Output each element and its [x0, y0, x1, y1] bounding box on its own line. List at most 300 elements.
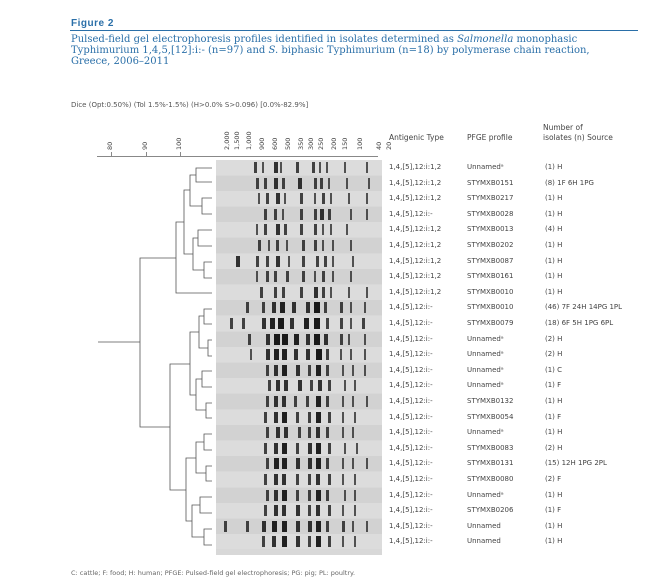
- gel-band: [340, 349, 342, 360]
- gel-band: [242, 318, 245, 329]
- gel-band: [264, 474, 267, 485]
- gel-lane: [216, 456, 382, 471]
- row-pfge-profile: Unnamedᵃ: [467, 350, 504, 359]
- gel-band: [328, 412, 331, 423]
- gel-band: [340, 318, 343, 329]
- gel-band: [319, 162, 321, 173]
- row-pfge-profile: STYMXB0013: [467, 225, 514, 234]
- gel-band: [266, 365, 269, 376]
- gel-band: [326, 162, 328, 173]
- row-pfge-profile: Unnamedᵃ: [467, 490, 504, 499]
- gel-lane: [216, 300, 382, 315]
- row-antigenic-type: 1,4,[5],12:i:-: [389, 490, 433, 499]
- gel-band: [328, 178, 330, 189]
- gel-band: [262, 536, 265, 547]
- gel-band: [282, 412, 287, 423]
- gel-band: [230, 318, 233, 329]
- gel-band: [308, 443, 312, 454]
- size-marker-label: 600: [271, 137, 279, 150]
- gel-band: [266, 256, 269, 267]
- row-pfge-profile: STYMXB0132: [467, 397, 514, 405]
- row-isolates-source: (1) H: [545, 241, 563, 249]
- gel-band: [342, 396, 344, 407]
- row-isolates-source: (1) H: [545, 194, 563, 203]
- row-pfge-profile: STYMXB0151: [467, 178, 514, 187]
- gel-lane: [216, 160, 382, 175]
- gel-band: [256, 178, 259, 189]
- gel-band: [274, 209, 277, 220]
- gel-band: [282, 334, 288, 345]
- gel-band: [322, 287, 325, 298]
- gel-band: [296, 162, 299, 173]
- gel-band: [350, 240, 352, 251]
- gel-band: [266, 396, 269, 407]
- gel-band: [316, 396, 321, 407]
- gel-band: [366, 162, 368, 173]
- row-pfge-profile: STYMXB0054: [467, 412, 514, 421]
- row-isolates-source: (2) H: [545, 350, 563, 359]
- gel-band: [364, 349, 366, 360]
- gel-band: [328, 443, 331, 454]
- gel-lane: [216, 176, 382, 191]
- row-pfge-profile: Unnamedᵃ: [467, 365, 504, 374]
- gel-band: [350, 349, 352, 360]
- gel-band: [316, 521, 321, 532]
- row-isolates-source: (1) F: [545, 412, 562, 421]
- gel-band: [270, 318, 275, 329]
- gel-band: [342, 505, 344, 516]
- gel-band: [344, 443, 346, 454]
- size-marker-label: 250: [317, 137, 325, 150]
- gel-band: [352, 256, 354, 267]
- gel-band: [276, 256, 280, 267]
- gel-band: [348, 287, 350, 298]
- gel-band: [350, 271, 352, 282]
- gel-band: [306, 334, 310, 345]
- gel-band: [294, 349, 298, 360]
- gel-band: [320, 178, 323, 189]
- gel-band: [272, 521, 277, 532]
- header-antigenic-type: Antigenic Type: [389, 133, 444, 142]
- row-isolates-source: (1) H: [545, 163, 563, 171]
- gel-band: [316, 365, 321, 376]
- gel-band: [364, 365, 366, 376]
- gel-band: [298, 178, 302, 189]
- row-isolates-source: (18) 6F 5H 1PG 6PL: [545, 319, 614, 327]
- row-isolates-source: (4) H: [545, 225, 563, 234]
- gel-band: [262, 162, 264, 173]
- gel-band: [352, 458, 354, 469]
- gel-band: [266, 349, 270, 360]
- figure-caption: Pulsed-field gel electrophoresis profiles identified in isolates determined as Salmonella monophasic Typhimurium 1,4,5,[12]:i:- (n=97) and S. biphasic Typhimurium (n=18) by polymerase chain reaction, Greece, 2006–2011: [71, 34, 590, 67]
- gel-band: [280, 302, 285, 313]
- gel-band: [268, 240, 270, 251]
- row-antigenic-type: 1,4,[5],12:i:-: [389, 443, 433, 452]
- row-pfge-profile: STYMXB0079: [467, 319, 514, 327]
- gel-band: [330, 287, 332, 298]
- gel-band: [308, 458, 312, 469]
- gel-band: [256, 256, 259, 267]
- gel-band: [262, 302, 265, 313]
- gel-band: [292, 302, 296, 313]
- gel-lane: [216, 534, 382, 549]
- row-antigenic-type: 1,4,[5],12:i:-: [389, 521, 433, 530]
- gel-band: [314, 178, 317, 189]
- gel-band: [306, 396, 309, 407]
- gel-band: [264, 209, 267, 220]
- gel-band: [296, 412, 299, 423]
- gel-band: [302, 271, 305, 282]
- gel-band: [362, 318, 365, 329]
- gel-band: [352, 396, 354, 407]
- row-isolates-source: (1) C: [545, 365, 563, 374]
- row-antigenic-type: 1,4,[5],12:i:-: [389, 381, 433, 390]
- row-isolates-source: (1) H: [545, 256, 563, 265]
- gel-lane: [216, 238, 382, 253]
- gel-band: [342, 427, 344, 438]
- gel-band: [340, 302, 343, 313]
- row-antigenic-type: 1,4,[5],12:i:1,2: [389, 241, 442, 249]
- gel-band: [330, 193, 332, 204]
- size-marker-label: 1,500: [233, 131, 241, 150]
- row-isolates-source: (1) H: [545, 490, 563, 499]
- row-antigenic-type: 1,4,[5],12:i:-: [389, 334, 433, 343]
- gel-band: [282, 365, 287, 376]
- gel-band: [314, 209, 317, 220]
- gel-band: [268, 380, 271, 391]
- gel-band: [256, 224, 258, 235]
- gel-band: [280, 162, 282, 173]
- gel-band: [366, 193, 368, 204]
- gel-band: [354, 380, 356, 391]
- gel-band: [282, 349, 287, 360]
- gel-band: [284, 380, 288, 391]
- gel-band: [348, 193, 350, 204]
- gel-band: [316, 458, 321, 469]
- gel-band: [354, 412, 356, 423]
- row-isolates-source: (2) F: [545, 475, 562, 483]
- gel-band: [314, 240, 317, 251]
- gel-band: [314, 193, 316, 204]
- row-isolates-source: (46) 7F 24H 14PG 1PL: [545, 303, 623, 312]
- gel-band: [286, 240, 288, 251]
- gel-band: [322, 193, 325, 204]
- gel-band: [316, 427, 320, 438]
- row-isolates-source: (1) H: [545, 428, 563, 437]
- gel-band: [348, 334, 350, 345]
- gel-band: [294, 396, 297, 407]
- row-pfge-profile: STYMXB0028: [467, 209, 514, 218]
- row-pfge-profile: STYMXB0087: [467, 256, 514, 265]
- scale-label-90: 90: [141, 141, 149, 150]
- gel-band: [328, 209, 331, 220]
- gel-band: [274, 505, 278, 516]
- scale-label-100: 100: [175, 137, 183, 150]
- gel-band: [322, 224, 324, 235]
- gel-band: [320, 209, 324, 220]
- size-marker-label: 500: [284, 137, 292, 150]
- gel-band: [342, 365, 344, 376]
- gel-band: [326, 396, 329, 407]
- gel-band: [328, 505, 331, 516]
- gel-band: [316, 443, 321, 454]
- gel-band: [274, 458, 279, 469]
- row-isolates-source: (1) F: [545, 506, 562, 515]
- gel-band: [316, 349, 322, 360]
- gel-band: [302, 240, 305, 251]
- row-antigenic-type: 1,4,[5],12:i:1,2: [389, 178, 442, 187]
- gel-lane: [216, 410, 382, 425]
- dendrogram: [0, 0, 216, 577]
- gel-band: [250, 349, 252, 360]
- gel-band: [258, 240, 261, 251]
- row-pfge-profile: Unnamed: [467, 537, 501, 546]
- figure-label: Figure 2: [71, 18, 114, 29]
- gel-band: [298, 427, 301, 438]
- row-isolates-source: (8) 1F 6H 1PG: [545, 178, 594, 187]
- gel-band: [342, 474, 344, 485]
- gel-band: [316, 505, 320, 516]
- gel-band: [274, 490, 278, 501]
- gel-band: [354, 536, 356, 547]
- gel-band: [296, 365, 300, 376]
- gel-band: [274, 412, 278, 423]
- gel-lane: [216, 285, 382, 300]
- row-pfge-profile: STYMXB0010: [467, 303, 514, 312]
- gel-band: [274, 474, 278, 485]
- size-marker-label: 350: [297, 137, 305, 150]
- gel-band: [262, 521, 266, 532]
- gel-band: [266, 427, 269, 438]
- gel-lane: [216, 503, 382, 518]
- gel-band: [224, 521, 227, 532]
- row-antigenic-type: 1,4,[5],12:i:1,2: [389, 194, 442, 203]
- gel-band: [298, 380, 302, 391]
- gel-band: [266, 334, 270, 345]
- gel-band: [344, 380, 346, 391]
- gel-band: [282, 209, 284, 220]
- gel-band: [282, 287, 285, 298]
- size-marker-label: 40: [375, 141, 383, 150]
- gel-band: [278, 318, 284, 329]
- gel-band: [274, 365, 278, 376]
- gel-band: [264, 224, 267, 235]
- row-isolates-source: (2) H: [545, 443, 563, 452]
- gel-band: [316, 536, 321, 547]
- gel-band: [296, 443, 299, 454]
- gel-band: [354, 490, 356, 501]
- gel-band: [308, 521, 312, 532]
- gel-band: [352, 365, 354, 376]
- gel-band: [256, 271, 258, 282]
- gel-band: [342, 521, 345, 532]
- gel-band: [264, 412, 267, 423]
- row-isolates-source: (1) H: [545, 521, 563, 530]
- gel-band: [282, 505, 286, 516]
- gel-band: [266, 490, 269, 501]
- size-marker-label: 1,000: [245, 131, 253, 150]
- gel-band: [300, 193, 303, 204]
- gel-band: [326, 521, 329, 532]
- gel-band: [262, 318, 266, 329]
- gel-band: [300, 209, 303, 220]
- row-antigenic-type: 1,4,[5],12:i:-: [389, 350, 433, 359]
- row-pfge-profile: STYMXB0080: [467, 475, 514, 483]
- row-antigenic-type: 1,4,[5],12:i:-: [389, 537, 433, 546]
- gel-lane: [216, 347, 382, 362]
- gel-band: [274, 396, 278, 407]
- gel-band: [316, 490, 321, 501]
- row-pfge-profile: STYMXB0010: [467, 287, 514, 296]
- gel-band: [326, 365, 329, 376]
- gel-band: [366, 458, 368, 469]
- gel-band: [366, 287, 368, 298]
- gel-lane: [216, 519, 382, 534]
- gel-band: [290, 318, 294, 329]
- row-antigenic-type: 1,4,[5],12:i:1,2: [389, 163, 442, 171]
- gel-band: [314, 302, 320, 313]
- gel-band: [316, 474, 320, 485]
- gel-band: [346, 224, 348, 235]
- gel-lane: [216, 378, 382, 393]
- gel-band: [272, 302, 276, 313]
- gel-band: [274, 443, 278, 454]
- gel-band: [364, 302, 366, 313]
- gel-band: [314, 318, 320, 329]
- gel-band: [274, 162, 278, 173]
- size-marker-label: 150: [341, 137, 349, 150]
- gel-band: [324, 302, 327, 313]
- gel-band: [248, 334, 251, 345]
- header-pfge-profile: PFGE profile: [467, 133, 513, 142]
- size-marker-label: 900: [258, 137, 266, 150]
- gel-band: [364, 334, 366, 345]
- gel-band: [340, 334, 343, 345]
- gel-band: [324, 334, 328, 345]
- gel-band: [276, 427, 280, 438]
- gel-band: [328, 380, 331, 391]
- row-antigenic-type: 1,4,[5],12:i:1,2: [389, 287, 442, 296]
- gel-lane: [216, 269, 382, 284]
- row-antigenic-type: 1,4,[5],12:i:1,2: [389, 256, 442, 265]
- gel-band: [326, 458, 329, 469]
- row-antigenic-type: 1,4,[5],12:i:-: [389, 506, 433, 515]
- gel-band: [326, 318, 329, 329]
- gel-band: [350, 302, 352, 313]
- size-marker-label: 200: [330, 137, 338, 150]
- gel-band: [258, 193, 260, 204]
- gel-band: [274, 178, 278, 189]
- gel-band: [306, 349, 310, 360]
- gel-band: [304, 318, 309, 329]
- row-isolates-source: (1) H: [545, 287, 563, 296]
- gel-band: [236, 256, 240, 267]
- gel-band: [296, 521, 300, 532]
- gel-band: [354, 505, 356, 516]
- gel-band: [300, 224, 303, 235]
- gel-band: [246, 302, 249, 313]
- row-pfge-profile: STYMXB0202: [467, 241, 514, 249]
- row-pfge-profile: Unnamedᵃ: [467, 381, 504, 390]
- gel-band: [346, 178, 348, 189]
- row-pfge-profile: STYMXB0206: [467, 506, 514, 515]
- gel-band: [318, 380, 322, 391]
- gel-band: [350, 209, 352, 220]
- header-isolates: Number of isolates (n) Source: [543, 123, 613, 142]
- gel-band: [264, 443, 267, 454]
- gel-band: [344, 490, 346, 501]
- gel-band: [282, 490, 287, 501]
- row-antigenic-type: 1,4,[5],12:i:-: [389, 459, 433, 468]
- gel-lane: [216, 425, 382, 440]
- gel-band: [246, 521, 249, 532]
- gel-band: [312, 162, 315, 173]
- gel-band: [276, 240, 279, 251]
- row-pfge-profile: STYMXB0131: [467, 459, 514, 468]
- gel-band: [282, 521, 287, 532]
- gel-band: [326, 349, 329, 360]
- gel-band: [322, 271, 325, 282]
- gel-lane: [216, 207, 382, 222]
- gel-band: [366, 396, 368, 407]
- row-pfge-profile: STYMXB0161: [467, 272, 514, 281]
- gel-band: [300, 287, 303, 298]
- gel-band: [282, 178, 285, 189]
- gel-band: [276, 193, 280, 204]
- dice-parameters: Dice (Opt:0.50%) (Tol 1.5%-1.5%) (H>0.0% S>0.096) [0.0%-82.9%]: [71, 101, 309, 109]
- row-pfge-profile: STYMXB0217: [467, 194, 514, 203]
- size-marker-label: 20: [385, 141, 393, 150]
- gel-band: [368, 178, 370, 189]
- gel-band: [274, 334, 280, 345]
- gel-band: [352, 427, 354, 438]
- gel-band: [316, 412, 321, 423]
- row-pfge-profile: Unnamedᵃ: [467, 428, 504, 437]
- gel-band: [332, 271, 334, 282]
- gel-lane: [216, 332, 382, 347]
- gel-lane: [216, 191, 382, 206]
- row-antigenic-type: 1,4,[5],12:i:-: [389, 303, 433, 312]
- gel-band: [276, 224, 280, 235]
- gel-band: [302, 256, 305, 267]
- row-isolates-source: (2) H: [545, 334, 563, 343]
- gel-band: [356, 443, 358, 454]
- gel-band: [326, 490, 329, 501]
- gel-band: [306, 302, 310, 313]
- gel-lane: [216, 441, 382, 456]
- gel-band: [282, 474, 286, 485]
- gel-band: [316, 256, 319, 267]
- gel-band: [322, 240, 324, 251]
- gel-band: [282, 458, 287, 469]
- row-isolates-source: (1) H: [545, 397, 563, 405]
- figure-footnote: C: cattle; F: food; H: human; PFGE: Pulsed-field gel electrophoresis; PG: pig; PL: poultry.: [71, 569, 356, 577]
- row-antigenic-type: 1,4,[5],12:i:-: [389, 412, 433, 421]
- row-antigenic-type: 1,4,[5],12:i:-: [389, 209, 433, 218]
- row-antigenic-type: 1,4,[5],12:i:-: [389, 365, 433, 374]
- gel-band: [264, 178, 267, 189]
- gel-band: [254, 162, 257, 173]
- gel-band: [308, 365, 311, 376]
- gel-band: [266, 458, 269, 469]
- gel-band: [354, 474, 356, 485]
- gel-lane: [216, 316, 382, 331]
- gel-band: [296, 490, 299, 501]
- gel-band: [366, 209, 368, 220]
- gel-band: [282, 536, 287, 547]
- gel-band: [308, 427, 311, 438]
- gel-band: [332, 256, 334, 267]
